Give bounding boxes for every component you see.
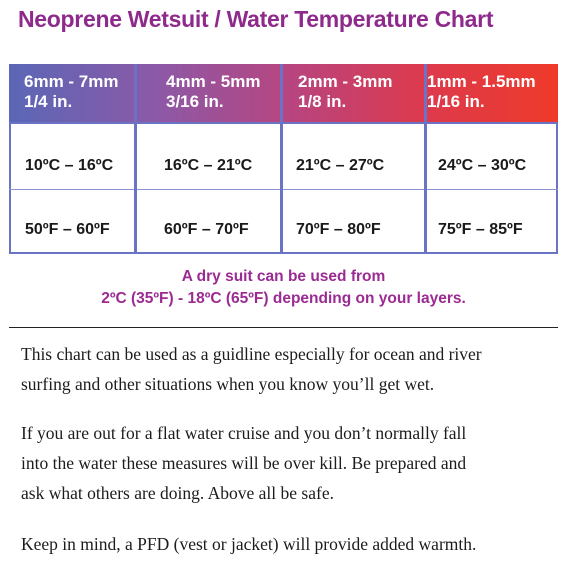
paragraph-line: If you are out for a flat water cruise and you don’t normally fall <box>21 423 467 443</box>
thickness-mm-label: 6mm - 7mm <box>24 72 119 91</box>
celsius-range-cell: 16ºC – 21ºC <box>164 157 253 174</box>
table-header-row <box>9 64 558 122</box>
page-title: Neoprene Wetsuit / Water Temperature Chart <box>18 6 494 32</box>
wetsuit-temperature-table <box>9 64 558 254</box>
fahrenheit-range-cell: 60ºF – 70ºF <box>164 221 249 238</box>
section-divider <box>9 327 558 328</box>
fahrenheit-range-cell: 50ºF – 60ºF <box>25 221 110 238</box>
fahrenheit-range-cell: 75ºF – 85ºF <box>438 221 523 238</box>
thickness-in-label: 1/4 in. <box>24 92 73 111</box>
thickness-in-label: 1/8 in. <box>298 92 347 111</box>
thickness-in-label: 3/16 in. <box>166 92 224 111</box>
paragraph-line: surfing and other situations when you know you’ll get wet. <box>21 374 435 394</box>
header-cell-4-5mm <box>151 64 281 122</box>
row-divider <box>9 189 558 190</box>
fahrenheit-range-cell: 70ºF – 80ºF <box>296 221 381 238</box>
header-cell-1-1.5mm <box>412 64 558 122</box>
paragraph-line: Keep in mind, a PFD (vest or jacket) will provide added warmth. <box>21 534 477 554</box>
dry-suit-note-line-2: 2ºC (35ºF) - 18ºC (65ºF) depending on your layers. <box>101 290 466 307</box>
celsius-range-cell: 10ºC – 16ºC <box>25 157 114 174</box>
header-cell-6-7mm <box>9 64 135 122</box>
column-divider <box>134 64 137 254</box>
thickness-mm-label: 4mm - 5mm <box>166 72 261 91</box>
celsius-range-cell: 24ºC – 30ºC <box>438 157 527 174</box>
thickness-mm-label: 2mm - 3mm <box>298 72 393 91</box>
thickness-in-label: 1/16 in. <box>427 92 485 111</box>
paragraph-line: ask what others are doing. Above all be safe. <box>21 483 334 503</box>
paragraph-guideline <box>21 339 566 399</box>
celsius-range-cell: 21ºC – 27ºC <box>296 157 385 174</box>
header-cell-2-3mm <box>283 64 423 122</box>
column-divider <box>280 64 283 254</box>
paragraph-flat-water <box>21 418 566 508</box>
column-divider <box>424 64 427 254</box>
dry-suit-note-line-1: A dry suit can be used from <box>181 268 386 285</box>
paragraph-line: This chart can be used as a guidline especially for ocean and river <box>21 344 482 364</box>
paragraph-line: into the water these measures will be over kill. Be prepared and <box>21 453 467 473</box>
paragraph-pfd <box>21 529 566 559</box>
thickness-mm-label: 1mm - 1.5mm <box>427 72 536 91</box>
